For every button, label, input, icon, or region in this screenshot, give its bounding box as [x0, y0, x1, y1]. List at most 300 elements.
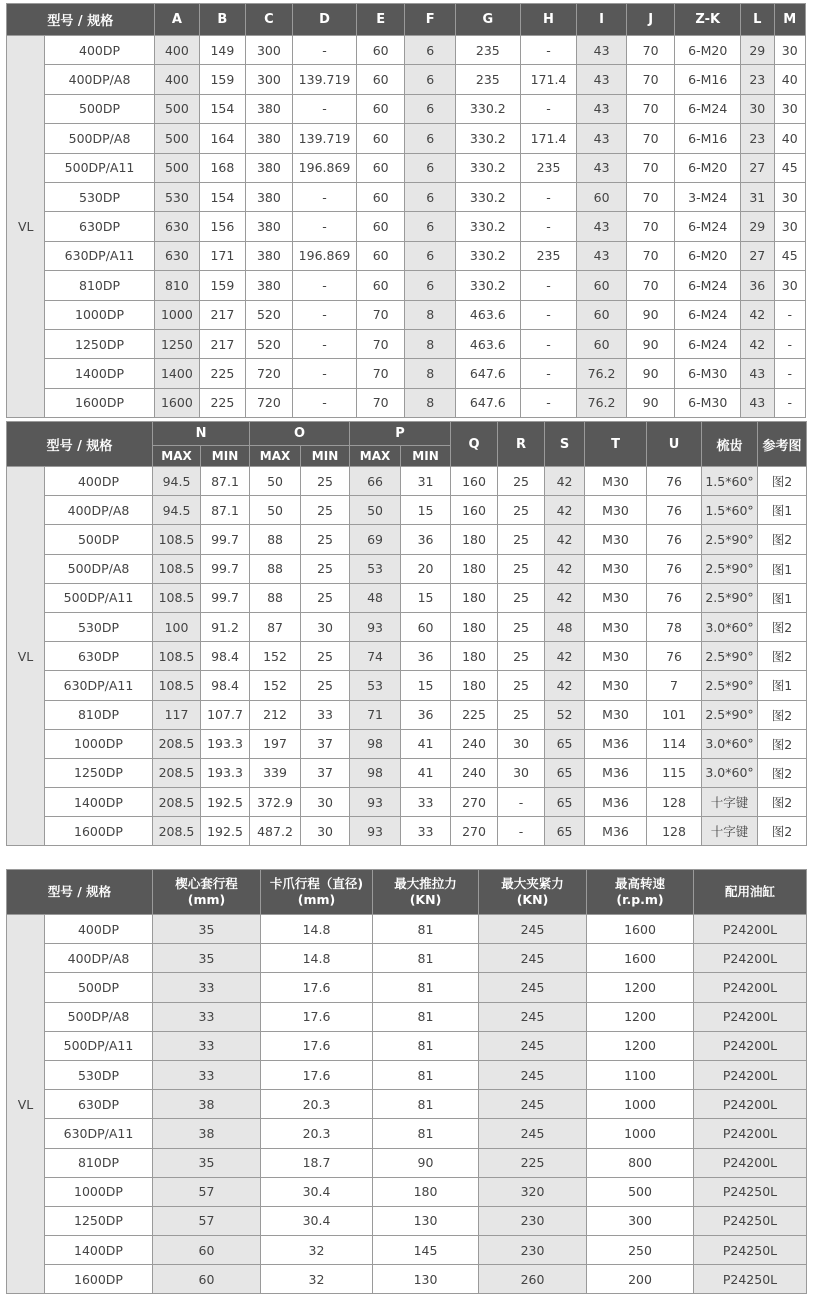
value-cell: 130 — [373, 1265, 479, 1294]
model-cell: 630DP/A11 — [45, 241, 154, 270]
value-cell: 图2 — [758, 788, 807, 817]
value-cell: 630 — [154, 212, 200, 241]
table-row — [7, 359, 806, 388]
value-cell: 30 — [301, 817, 350, 846]
value-cell: 720 — [245, 388, 293, 417]
table-row — [7, 124, 806, 153]
table-row — [7, 1002, 807, 1031]
value-cell: 81 — [373, 1090, 479, 1119]
model-cell: 500DP/A11 — [45, 583, 153, 612]
model-spec-header: 型号 / 规格 — [7, 422, 153, 467]
table-row — [7, 300, 806, 329]
value-cell: - — [293, 359, 357, 388]
value-cell: 25 — [498, 612, 545, 641]
value-cell: 230 — [479, 1206, 587, 1235]
value-cell: 36 — [741, 271, 774, 300]
table-row — [7, 729, 807, 758]
value-cell: 93 — [350, 612, 401, 641]
value-cell: 8 — [405, 300, 456, 329]
value-cell: 1200 — [587, 1002, 694, 1031]
table3-header-row — [7, 870, 807, 915]
model-cell: 400DP — [45, 36, 154, 65]
value-cell: 800 — [587, 1148, 694, 1177]
value-cell: 57 — [153, 1177, 261, 1206]
value-cell: 图2 — [758, 729, 807, 758]
value-cell: 81 — [373, 1002, 479, 1031]
value-cell: 43 — [741, 359, 774, 388]
value-cell: 235 — [455, 36, 520, 65]
value-cell: 1600 — [587, 944, 694, 973]
value-cell: M30 — [585, 496, 647, 525]
value-cell: 94.5 — [153, 467, 201, 496]
value-cell: 48 — [350, 583, 401, 612]
table-row — [7, 817, 807, 846]
value-cell: 193.3 — [201, 729, 250, 758]
header-line: 最大推拉力 — [394, 876, 457, 891]
value-cell: 87.1 — [201, 467, 250, 496]
value-cell: 42 — [545, 554, 585, 583]
value-cell: 图2 — [758, 758, 807, 787]
table-row — [7, 1148, 807, 1177]
value-cell: P24250L — [694, 1177, 807, 1206]
column-header: R — [498, 422, 545, 467]
value-cell: 60 — [577, 271, 627, 300]
table-row — [7, 1090, 807, 1119]
performance-table — [6, 869, 807, 1294]
model-cell: 400DP/A8 — [45, 496, 153, 525]
value-cell: 139.719 — [293, 65, 357, 94]
value-cell: 6-M20 — [675, 36, 741, 65]
column-header: H — [520, 4, 577, 36]
value-cell: 14.8 — [261, 915, 373, 944]
value-cell: 43 — [741, 388, 774, 417]
value-cell: 76 — [647, 642, 702, 671]
value-cell: - — [774, 388, 806, 417]
column-header: C — [245, 4, 293, 36]
value-cell: 2.5*90° — [702, 671, 758, 700]
value-cell: 320 — [479, 1177, 587, 1206]
value-cell: 43 — [577, 65, 627, 94]
value-cell: 225 — [479, 1148, 587, 1177]
model-cell: 630DP/A11 — [45, 671, 153, 700]
value-cell: 139.719 — [293, 124, 357, 153]
value-cell: 27 — [741, 153, 774, 182]
value-cell: 40 — [774, 124, 806, 153]
table-row — [7, 1265, 807, 1294]
value-cell: 2.5*90° — [702, 583, 758, 612]
column-header: U — [647, 422, 702, 467]
value-cell: 88 — [250, 525, 301, 554]
value-cell: 235 — [520, 153, 577, 182]
table-row — [7, 1236, 807, 1265]
value-cell: 171.4 — [520, 124, 577, 153]
value-cell: 33 — [301, 700, 350, 729]
value-cell: 33 — [153, 1031, 261, 1060]
value-cell: 十字键 — [702, 788, 758, 817]
table2-header-row — [7, 422, 807, 446]
value-cell: 76 — [647, 525, 702, 554]
value-cell: 图2 — [758, 700, 807, 729]
column-header — [153, 870, 261, 915]
value-cell: 76 — [647, 467, 702, 496]
value-cell: 180 — [451, 642, 498, 671]
value-cell: 17.6 — [261, 973, 373, 1002]
value-cell: 225 — [451, 700, 498, 729]
value-cell: 20.3 — [261, 1090, 373, 1119]
value-cell: 30.4 — [261, 1206, 373, 1235]
value-cell: 十字键 — [702, 817, 758, 846]
value-cell: 70 — [356, 329, 405, 358]
column-header: 梳齿 — [702, 422, 758, 467]
value-cell: 208.5 — [153, 817, 201, 846]
value-cell: 6-M24 — [675, 271, 741, 300]
value-cell: 154 — [200, 182, 246, 211]
model-spec-header: 型号 / 规格 — [7, 870, 153, 915]
sub-header: MIN — [401, 446, 451, 467]
value-cell: 33 — [153, 1002, 261, 1031]
value-cell: 70 — [626, 182, 675, 211]
value-cell: 88 — [250, 554, 301, 583]
sub-header: MIN — [201, 446, 250, 467]
value-cell: 108.5 — [153, 583, 201, 612]
value-cell: 159 — [200, 271, 246, 300]
value-cell: M36 — [585, 788, 647, 817]
value-cell: 245 — [479, 915, 587, 944]
value-cell: 41 — [401, 758, 451, 787]
value-cell: 330.2 — [455, 182, 520, 211]
model-cell: 810DP — [45, 271, 154, 300]
value-cell: 1250 — [154, 329, 200, 358]
value-cell: 108.5 — [153, 554, 201, 583]
value-cell: 15 — [401, 583, 451, 612]
value-cell: 1.5*60° — [702, 467, 758, 496]
value-cell: 37 — [301, 729, 350, 758]
value-cell: 图1 — [758, 554, 807, 583]
value-cell: 330.2 — [455, 271, 520, 300]
value-cell: 25 — [301, 583, 350, 612]
value-cell: - — [520, 359, 577, 388]
value-cell: 6 — [405, 94, 456, 123]
value-cell: 500 — [154, 153, 200, 182]
value-cell: 2.5*90° — [702, 700, 758, 729]
value-cell: P24250L — [694, 1206, 807, 1235]
value-cell: 70 — [626, 212, 675, 241]
value-cell: 20 — [401, 554, 451, 583]
column-header — [479, 870, 587, 915]
value-cell: 520 — [245, 329, 293, 358]
header-line: 卡爪行程（直径) — [269, 876, 364, 891]
value-cell: 245 — [479, 973, 587, 1002]
value-cell: 60 — [356, 65, 405, 94]
value-cell: 2.5*90° — [702, 642, 758, 671]
value-cell: 98.4 — [201, 642, 250, 671]
value-cell: 70 — [356, 388, 405, 417]
value-cell: 90 — [626, 359, 675, 388]
value-cell: 240 — [451, 729, 498, 758]
value-cell: - — [293, 300, 357, 329]
value-cell: 647.6 — [455, 388, 520, 417]
value-cell: 196.869 — [293, 241, 357, 270]
value-cell: 60 — [356, 271, 405, 300]
table-row — [7, 212, 806, 241]
value-cell: P24200L — [694, 915, 807, 944]
value-cell: 36 — [401, 642, 451, 671]
sub-header: MAX — [250, 446, 301, 467]
value-cell: 107.7 — [201, 700, 250, 729]
value-cell: 60 — [356, 182, 405, 211]
column-header: 参考图 — [758, 422, 807, 467]
value-cell: 3-M24 — [675, 182, 741, 211]
value-cell: 6 — [405, 241, 456, 270]
value-cell: 33 — [401, 817, 451, 846]
value-cell: M30 — [585, 671, 647, 700]
value-cell: - — [293, 36, 357, 65]
model-cell: 500DP/A8 — [45, 124, 154, 153]
table-row — [7, 467, 807, 496]
value-cell: 115 — [647, 758, 702, 787]
column-header — [373, 870, 479, 915]
value-cell: 1000 — [154, 300, 200, 329]
value-cell: 3.0*60° — [702, 612, 758, 641]
value-cell: 30 — [498, 758, 545, 787]
value-cell: 270 — [451, 817, 498, 846]
value-cell: 25 — [301, 467, 350, 496]
value-cell: 42 — [545, 642, 585, 671]
value-cell: 380 — [245, 153, 293, 182]
value-cell: 31 — [401, 467, 451, 496]
value-cell: 330.2 — [455, 241, 520, 270]
value-cell: 94.5 — [153, 496, 201, 525]
model-cell: 1000DP — [45, 729, 153, 758]
column-header — [261, 870, 373, 915]
value-cell: - — [520, 388, 577, 417]
value-cell: 65 — [545, 758, 585, 787]
value-cell: 90 — [626, 329, 675, 358]
value-cell: 245 — [479, 1002, 587, 1031]
value-cell: 41 — [401, 729, 451, 758]
model-cell: 1000DP — [45, 300, 154, 329]
model-cell: 500DP — [45, 94, 154, 123]
table-row — [7, 94, 806, 123]
value-cell: 31 — [741, 182, 774, 211]
value-cell: 530 — [154, 182, 200, 211]
column-header: E — [356, 4, 405, 36]
value-cell: 60 — [577, 300, 627, 329]
value-cell: 17.6 — [261, 1060, 373, 1089]
value-cell: 1200 — [587, 973, 694, 1002]
value-cell: 245 — [479, 1060, 587, 1089]
value-cell: 76.2 — [577, 359, 627, 388]
value-cell: 42 — [545, 671, 585, 700]
value-cell: 43 — [577, 94, 627, 123]
value-cell: 30 — [774, 36, 806, 65]
value-cell: 8 — [405, 388, 456, 417]
value-cell: 76 — [647, 583, 702, 612]
value-cell: 25 — [498, 671, 545, 700]
sub-header: MAX — [153, 446, 201, 467]
table-row — [7, 612, 807, 641]
model-cell: 1000DP — [45, 1177, 153, 1206]
value-cell: 60 — [356, 241, 405, 270]
value-cell: 图2 — [758, 525, 807, 554]
value-cell: 88 — [250, 583, 301, 612]
value-cell: 38 — [153, 1119, 261, 1148]
value-cell: 200 — [587, 1265, 694, 1294]
column-header: B — [200, 4, 246, 36]
value-cell: 60 — [356, 94, 405, 123]
value-cell: 400 — [154, 36, 200, 65]
value-cell: 25 — [498, 496, 545, 525]
value-cell: 36 — [401, 525, 451, 554]
value-cell: 25 — [301, 496, 350, 525]
model-cell: 500DP/A11 — [45, 153, 154, 182]
value-cell: 500 — [587, 1177, 694, 1206]
value-cell: 81 — [373, 1031, 479, 1060]
group-header-p: P — [350, 422, 451, 446]
value-cell: 76.2 — [577, 388, 627, 417]
value-cell: P24250L — [694, 1236, 807, 1265]
value-cell: 57 — [153, 1206, 261, 1235]
value-cell: - — [293, 388, 357, 417]
table-row — [7, 944, 807, 973]
value-cell: - — [520, 212, 577, 241]
value-cell: 70 — [626, 65, 675, 94]
value-cell: 1400 — [154, 359, 200, 388]
value-cell: 70 — [626, 271, 675, 300]
value-cell: 48 — [545, 612, 585, 641]
value-cell: 25 — [301, 525, 350, 554]
model-cell: 1400DP — [45, 1236, 153, 1265]
header-unit: (mm) — [187, 892, 226, 907]
table-row — [7, 153, 806, 182]
value-cell: 372.9 — [250, 788, 301, 817]
table-row — [7, 1060, 807, 1089]
model-cell: 1400DP — [45, 359, 154, 388]
value-cell: 217 — [200, 300, 246, 329]
series-group-label: VL — [7, 915, 45, 1294]
model-cell: 1400DP — [45, 788, 153, 817]
table-row — [7, 554, 807, 583]
value-cell: 217 — [200, 329, 246, 358]
value-cell: 1600 — [154, 388, 200, 417]
value-cell: M36 — [585, 758, 647, 787]
value-cell: 145 — [373, 1236, 479, 1265]
model-cell: 400DP — [45, 915, 153, 944]
value-cell: 30 — [774, 94, 806, 123]
value-cell: 15 — [401, 671, 451, 700]
value-cell: 6-M24 — [675, 300, 741, 329]
header-line: 配用油缸 — [724, 884, 775, 899]
model-cell: 400DP/A8 — [45, 944, 153, 973]
value-cell: 53 — [350, 671, 401, 700]
table-row — [7, 271, 806, 300]
value-cell: 6 — [405, 212, 456, 241]
value-cell: 6-M20 — [675, 241, 741, 270]
series-group-label: VL — [7, 36, 45, 418]
value-cell: 36 — [401, 700, 451, 729]
value-cell: 500 — [154, 124, 200, 153]
table-row — [7, 1206, 807, 1235]
value-cell: 90 — [626, 388, 675, 417]
value-cell: 6-M20 — [675, 153, 741, 182]
column-header: M — [774, 4, 806, 36]
header-unit: (r.p.m) — [616, 892, 664, 907]
value-cell: 300 — [587, 1206, 694, 1235]
value-cell: 6 — [405, 36, 456, 65]
value-cell: 图1 — [758, 671, 807, 700]
table-row — [7, 758, 807, 787]
model-cell: 500DP/A11 — [45, 1031, 153, 1060]
value-cell: 197 — [250, 729, 301, 758]
value-cell: 35 — [153, 915, 261, 944]
value-cell: - — [293, 182, 357, 211]
value-cell: 66 — [350, 467, 401, 496]
value-cell: - — [520, 300, 577, 329]
value-cell: 152 — [250, 671, 301, 700]
value-cell: 93 — [350, 788, 401, 817]
value-cell: 25 — [498, 583, 545, 612]
table-row — [7, 1031, 807, 1060]
model-cell: 1600DP — [45, 817, 153, 846]
value-cell: 71 — [350, 700, 401, 729]
value-cell: 30 — [774, 212, 806, 241]
model-cell: 810DP — [45, 700, 153, 729]
value-cell: 17.6 — [261, 1031, 373, 1060]
value-cell: 380 — [245, 241, 293, 270]
value-cell: 260 — [479, 1265, 587, 1294]
column-header: I — [577, 4, 627, 36]
value-cell: 180 — [451, 525, 498, 554]
value-cell: 52 — [545, 700, 585, 729]
model-cell: 400DP — [45, 467, 153, 496]
model-cell: 1250DP — [45, 1206, 153, 1235]
value-cell: 42 — [545, 467, 585, 496]
model-cell: 630DP — [45, 642, 153, 671]
table1-body — [7, 36, 806, 418]
value-cell: 25 — [498, 642, 545, 671]
value-cell: 99.7 — [201, 554, 250, 583]
table-row — [7, 65, 806, 94]
value-cell: 43 — [577, 36, 627, 65]
header-line: 最大夹紧力 — [501, 876, 564, 891]
value-cell: 6-M30 — [675, 359, 741, 388]
value-cell: 196.869 — [293, 153, 357, 182]
value-cell: M36 — [585, 729, 647, 758]
value-cell: 192.5 — [201, 788, 250, 817]
value-cell: 380 — [245, 124, 293, 153]
model-cell: 500DP — [45, 973, 153, 1002]
value-cell: 1000 — [587, 1090, 694, 1119]
value-cell: 114 — [647, 729, 702, 758]
model-cell: 530DP — [45, 182, 154, 211]
model-cell: 500DP/A8 — [45, 1002, 153, 1031]
value-cell: 6 — [405, 271, 456, 300]
value-cell: P24200L — [694, 1060, 807, 1089]
value-cell: 192.5 — [201, 817, 250, 846]
value-cell: - — [293, 94, 357, 123]
model-cell: 530DP — [45, 612, 153, 641]
value-cell: - — [774, 329, 806, 358]
value-cell: P24200L — [694, 973, 807, 1002]
value-cell: 45 — [774, 153, 806, 182]
header-unit: (KN) — [516, 892, 549, 907]
value-cell: 23 — [741, 124, 774, 153]
value-cell: 6-M24 — [675, 212, 741, 241]
value-cell: 647.6 — [455, 359, 520, 388]
value-cell: 18.7 — [261, 1148, 373, 1177]
value-cell: M30 — [585, 583, 647, 612]
value-cell: 149 — [200, 36, 246, 65]
